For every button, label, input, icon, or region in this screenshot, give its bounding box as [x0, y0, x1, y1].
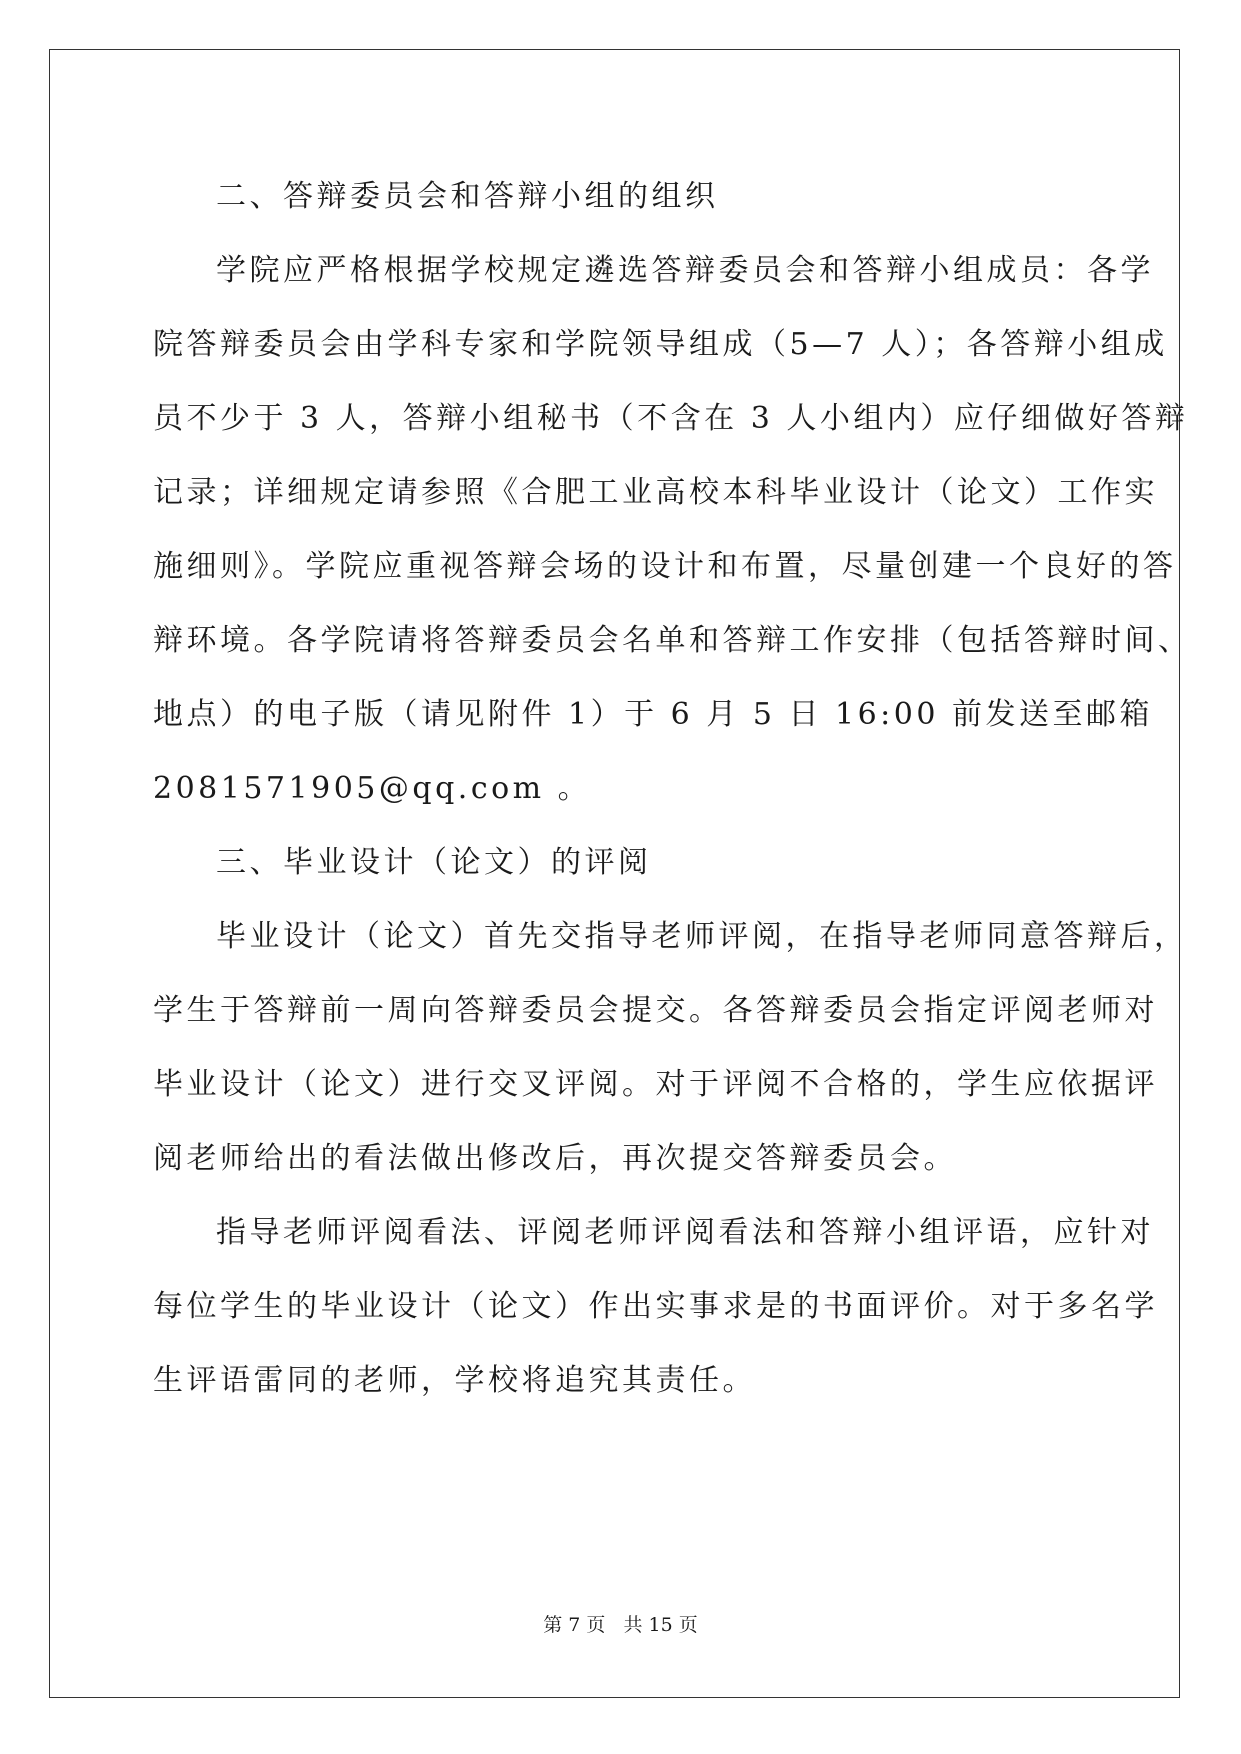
email-line: 2081571905@qq.com 。 [153, 771, 592, 806]
paragraph-line: 地点）的电子版（请见附件 1）于 6 月 5 日 16:00 前发送至邮箱 [153, 697, 1153, 732]
paragraph-line: 院答辩委员会由学科专家和学院领导组成（5—7 人）；各答辩小组成 [153, 327, 1168, 362]
paragraph-line: 毕业设计（论文）进行交叉评阅。对于评阅不合格的，学生应依据评 [153, 1067, 1158, 1102]
paragraph-line: 毕业设计（论文）首先交指导老师评阅，在指导老师同意答辩后， [216, 919, 1188, 954]
paragraph-line: 阅老师给出的看法做出修改后，再次提交答辩委员会。 [153, 1141, 957, 1176]
page-footer [0, 1610, 1241, 1637]
paragraph-line: 学院应严格根据学校规定遴选答辩委员会和答辩小组成员：各学 [216, 253, 1154, 288]
section-heading-2: 二、答辩委员会和答辩小组的组织 [216, 179, 719, 214]
paragraph-line: 员不少于 3 人，答辩小组秘书（不含在 3 人小组内）应仔细做好答辩 [153, 401, 1189, 436]
paragraph-line: 辩环境。各学院请将答辩委员会名单和答辩工作安排（包括答辩时间、 [153, 623, 1192, 658]
page-total: 共 15 页 [623, 1614, 698, 1636]
paragraph-line: 施细则》。学院应重视答辩会场的设计和布置，尽量创建一个良好的答 [153, 549, 1177, 584]
paragraph-line: 每位学生的毕业设计（论文）作出实事求是的书面评价。对于多名学 [153, 1289, 1158, 1324]
paragraph-line: 指导老师评阅看法、评阅老师评阅看法和答辩小组评语，应针对 [216, 1215, 1154, 1250]
section-heading-3: 三、毕业设计（论文）的评阅 [216, 845, 652, 880]
paragraph-line: 记录；详细规定请参照《合肥工业高校本科毕业设计（论文）工作实 [153, 475, 1158, 510]
document-body [153, 160, 1192, 1418]
paragraph-line: 学生于答辩前一周向答辩委员会提交。各答辩委员会指定评阅老师对 [153, 993, 1158, 1028]
paragraph-line: 生评语雷同的老师，学校将追究其责任。 [153, 1363, 756, 1398]
page-number: 第 7 页 [543, 1614, 606, 1636]
